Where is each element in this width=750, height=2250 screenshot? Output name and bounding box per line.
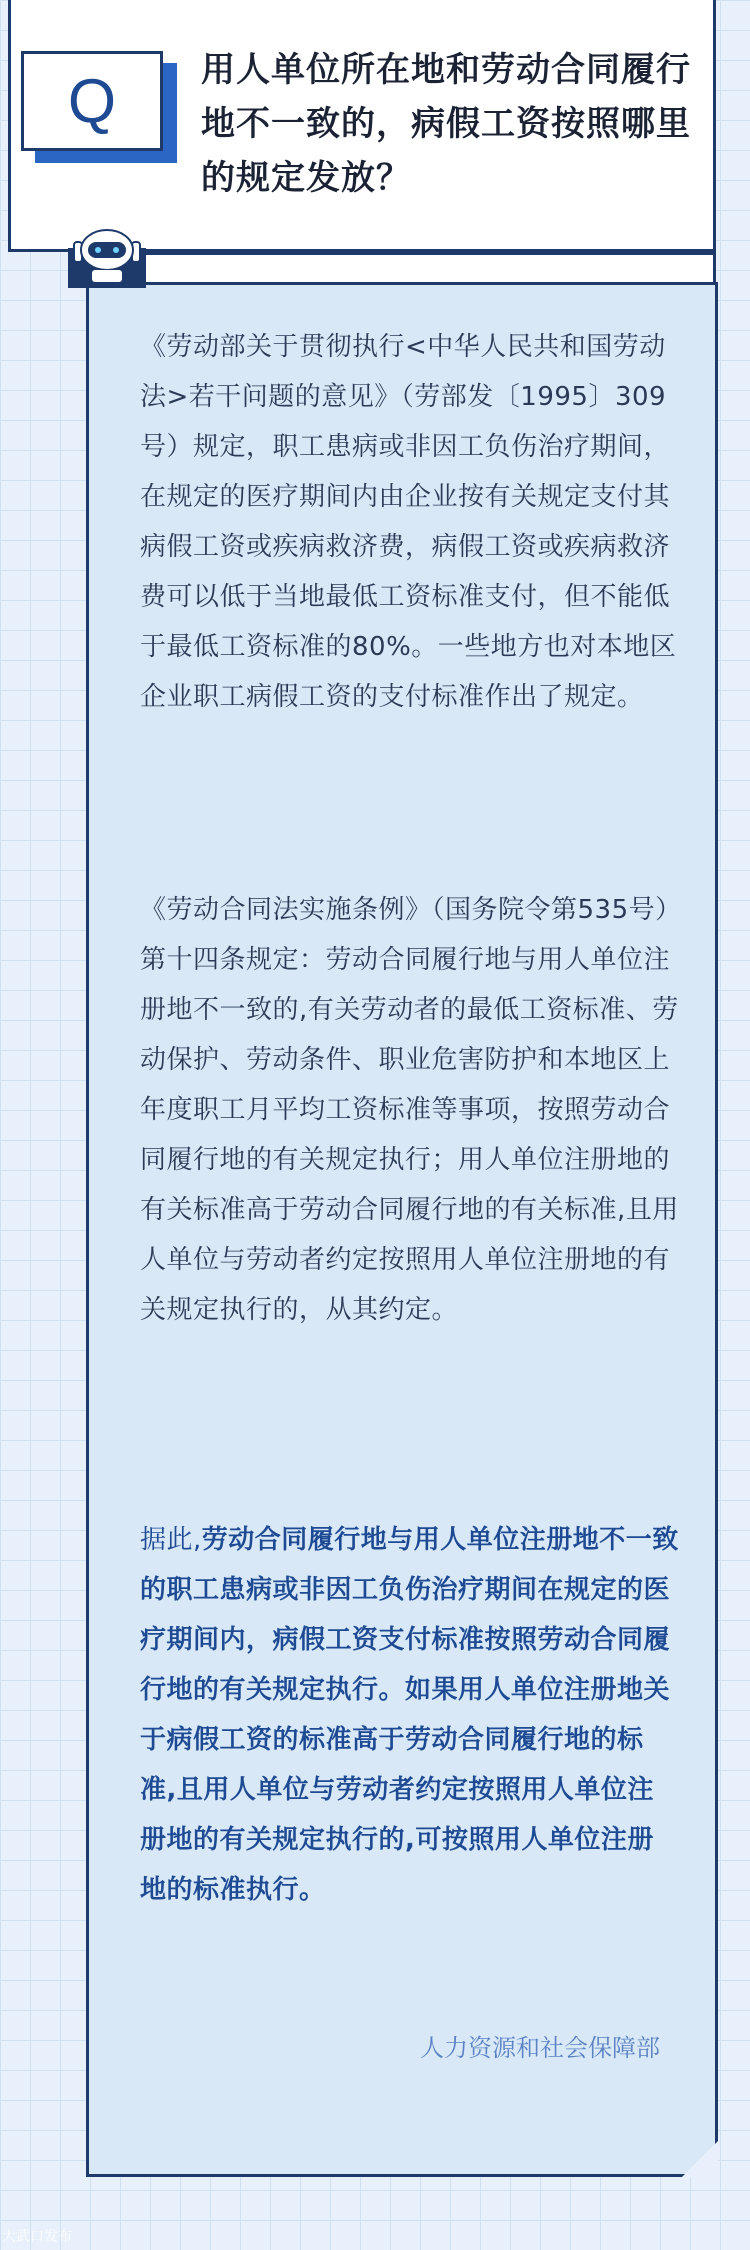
folded-corner <box>682 2141 718 2177</box>
q-badge: Q <box>21 51 163 151</box>
conclusion-lead: 据此, <box>140 1525 202 1555</box>
conclusion-bold-text: 劳动合同履行地与用人单位注册地不一致的职工患病或非因工负伤治疗期间在规定的医疗期间内，病假工资支付标准按照劳动合同履行地的有关规定执行。如果用人单位注册地关于病假工资的标准高于劳动合同履行地的标准,且用人单位与劳动者约定按照用人单位注册地的有关规定执行的,可按照用人单位注册地的标准执行。 <box>140 1525 679 1905</box>
robot-icon <box>64 212 150 288</box>
answer-paragraph-1: 《劳动部关于贯彻执行<中华人民共和国劳动法>若干问题的意见》（劳部发〔1995〕309号）规定，职工患病或非因工负伤治疗期间，在规定的医疗期间内由企业按有关规定支付其病假工资或疾病救济费，病假工资或疾病救济费可以低于当地最低工资标准支付，但不能低于最低工资标准的80%。一些地方也对本地区企业职工病假工资的支付标准作出了规定。 <box>140 332 677 712</box>
answer-card-back-layer <box>100 252 716 282</box>
source-label: 人力资源和社会保障部 <box>420 2034 660 2062</box>
answer-paragraph-3 <box>140 1515 680 1915</box>
q-badge-group <box>21 51 191 167</box>
watermark: 大武口发布 <box>2 2229 72 2245</box>
answer-paragraph-2: 《劳动合同法实施条例》（国务院令第535号）第十四条规定：劳动合同履行地与用人单位注册地不一致的,有关劳动者的最低工资标准、劳动保护、劳动条件、职业危害防护和本地区上年度职工月平均工资标准等事项，按照劳动合同履行地的有关规定执行；用人单位注册地的有关标准高于劳动合同履行地的有关标准,且用人单位与劳动者约定按照用人单位注册地的有关规定执行的，从其约定。 <box>140 895 679 1325</box>
question-title: 用人单位所在地和劳动合同履行地不一致的，病假工资按照哪里的规定发放？ <box>201 50 691 198</box>
